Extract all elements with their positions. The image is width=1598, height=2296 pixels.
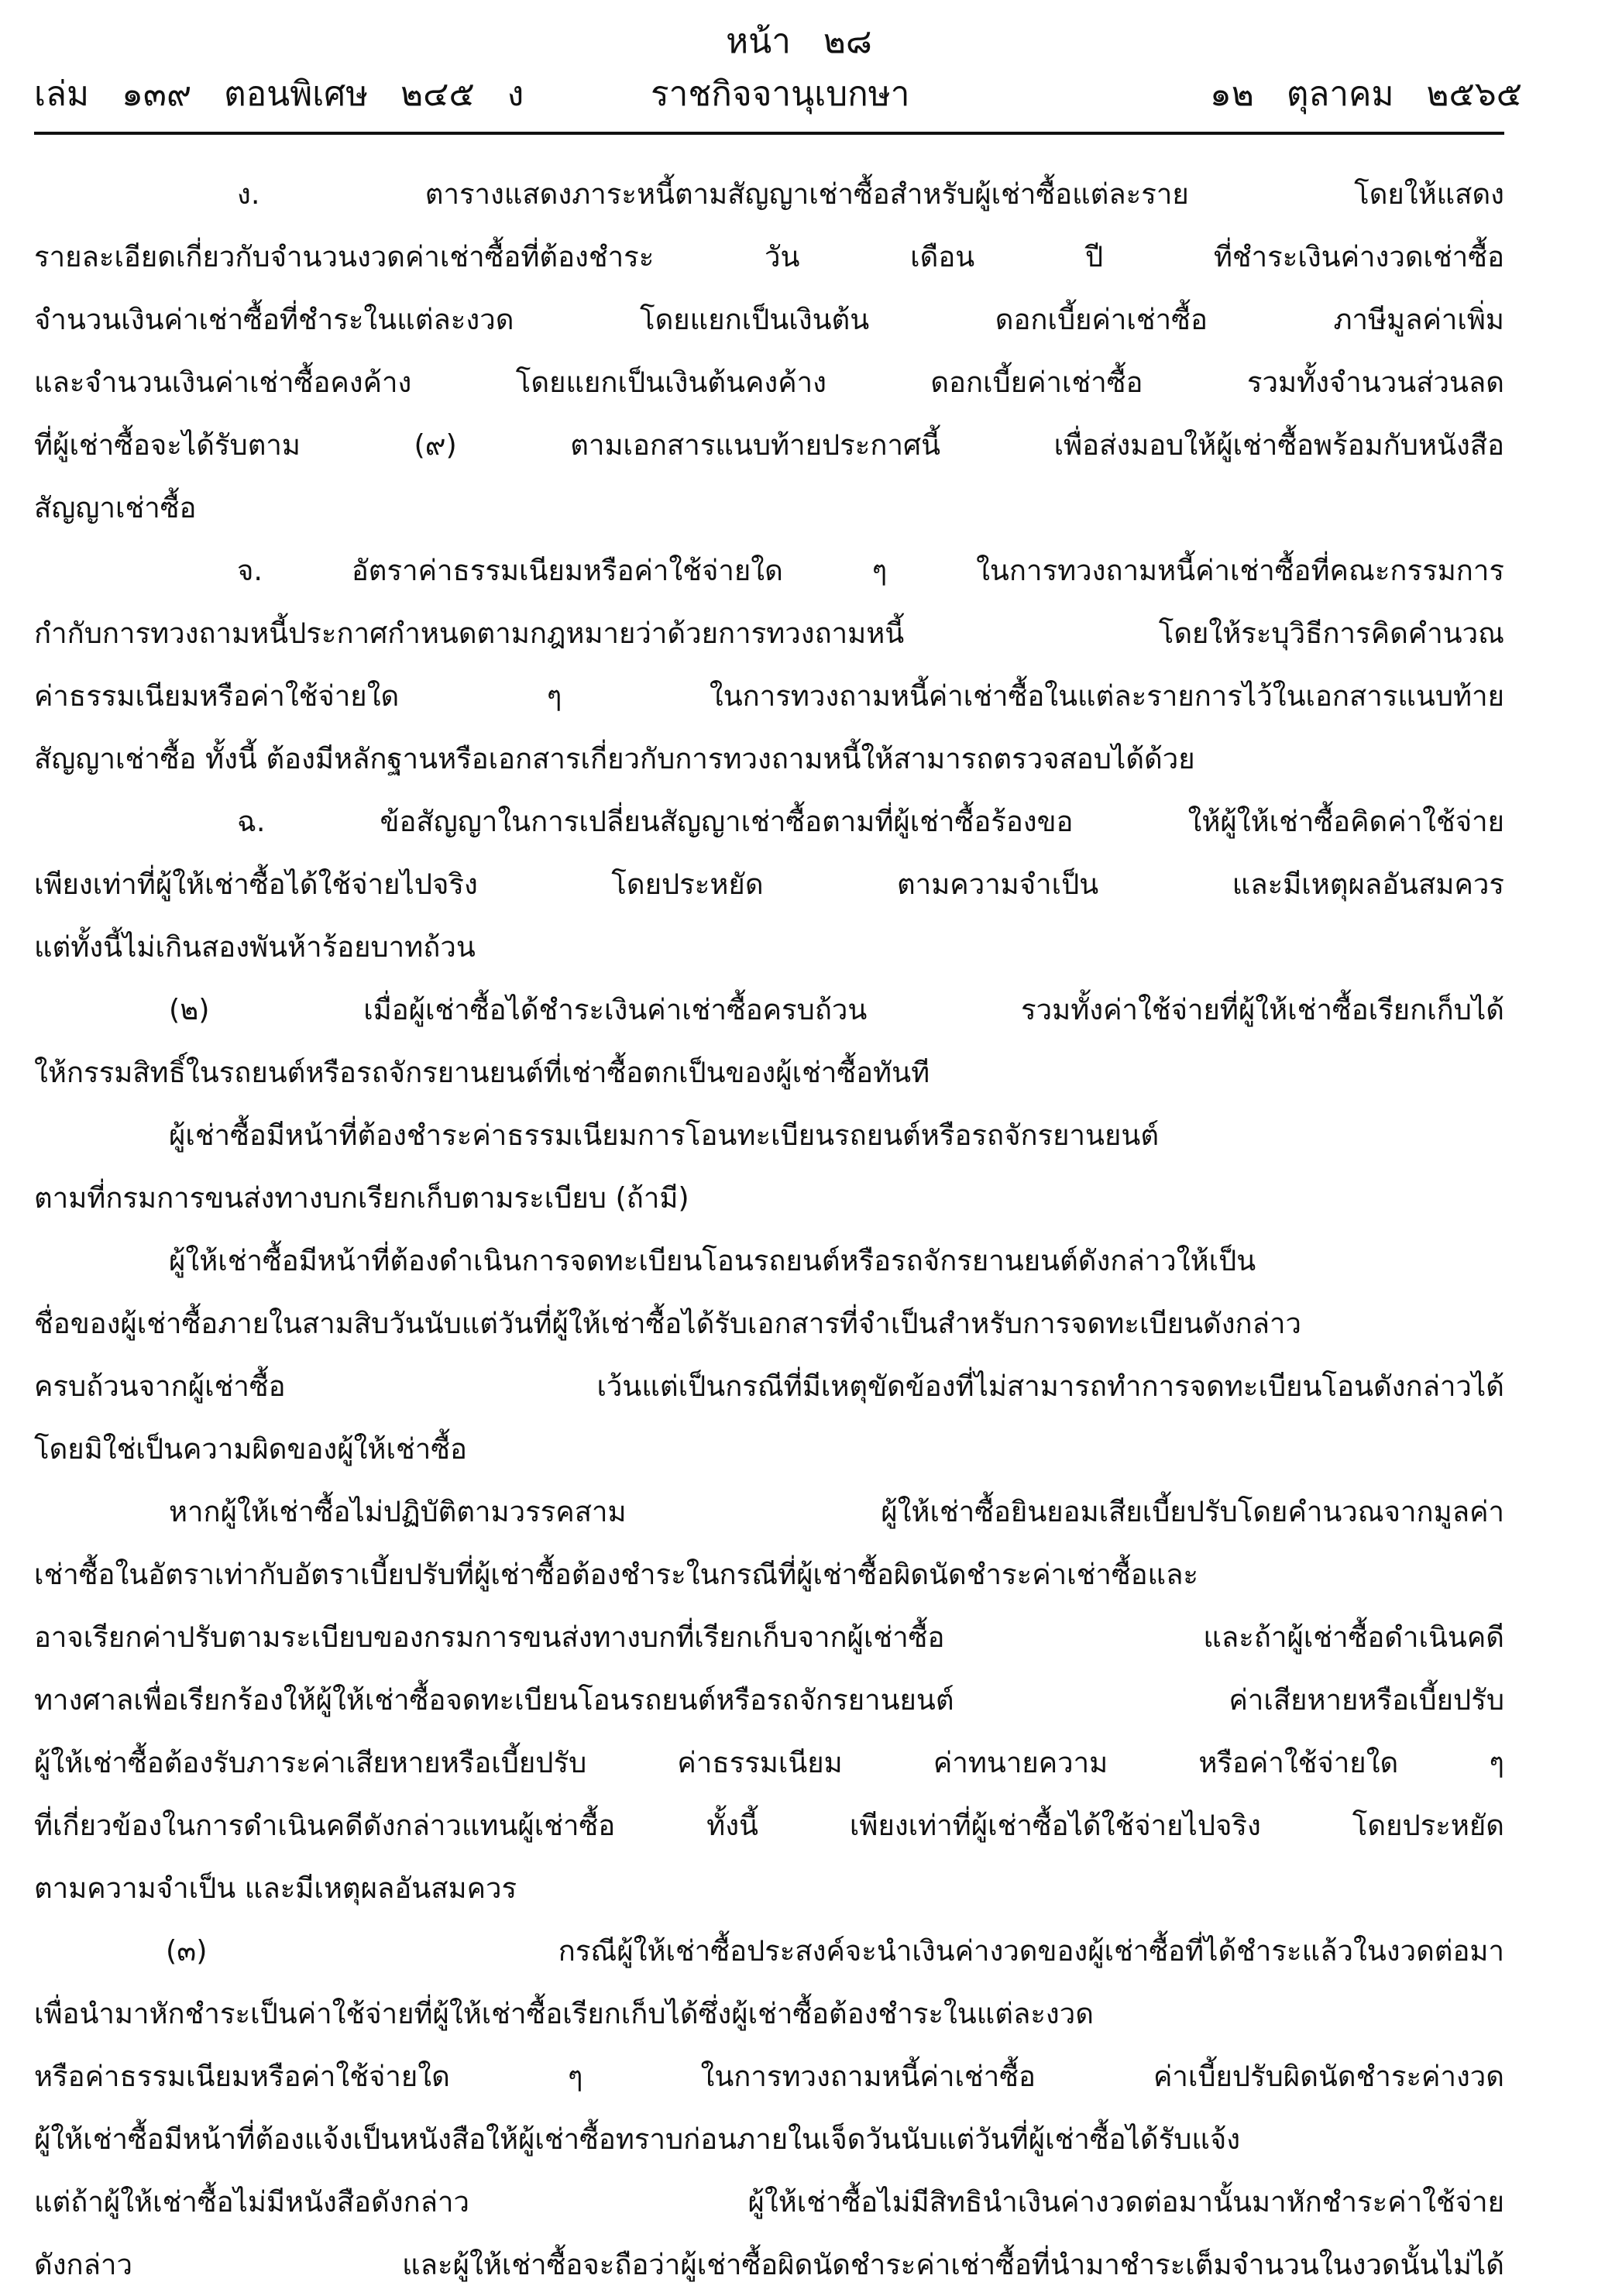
text-line: ตามความจำเป็น และมีเหตุผลอันสมควร — [34, 1872, 517, 1905]
text-line: ผู้ให้เช่าซื้อมีหน้าที่ต้องแจ้งเป็นหนังสือให้ผู้เช่าซื้อทราบก่อนภายในเจ็ดวันนับแต่วันที่ผู้เช่าซื้อได้รับแจ้ง — [34, 2122, 1241, 2156]
publication-title: ราชกิจจานุเบกษา — [651, 74, 910, 114]
text-line: (๓) กรณีผู้ให้เช่าซื้อประสงค์จะนำเงินค่างวดของผู้เช่าซื้อที่ได้ชำระแล้วในงวดต่อมา — [166, 1934, 1504, 1968]
text-line: สัญญาเช่าซื้อ ทั้งนี้ ต้องมีหลักฐานหรือเอกสารเกี่ยวกับการทวงถามหนี้ให้สามารถตรวจสอบได้ด้วย — [34, 742, 1195, 775]
text-line: อาจเรียกค่าปรับตามระเบียบของกรมการขนส่งทางบกที่เรียกเก็บจากผู้เช่าซื้อ และถ้าผู้เช่าซื้อดำเนินคดี — [34, 1621, 1504, 1654]
text-line: ครบถ้วนจากผู้เช่าซื้อ เว้นแต่เป็นกรณีที่มีเหตุขัดข้องที่ไม่สามารถทำการจดทะเบียนโอนดังกล่าวได้ — [34, 1370, 1504, 1403]
text-line: จ. อัตราค่าธรรมเนียมหรือค่าใช้จ่ายใด ๆ ในการทวงถามหนี้ค่าเช่าซื้อที่คณะกรรมการ — [237, 554, 1504, 587]
text-line: (๒) เมื่อผู้เช่าซื้อได้ชำระเงินค่าเช่าซื้อครบถ้วน รวมทั้งค่าใช้จ่ายที่ผู้ให้เช่าซื้อเรียกเก็บได้ — [169, 993, 1504, 1026]
text-line: ตามที่กรมการขนส่งทางบกเรียกเก็บตามระเบียบ (ถ้ามี) — [34, 1181, 689, 1215]
text-line: ชื่อของผู้เช่าซื้อภายในสามสิบวันนับแต่วันที่ผู้ให้เช่าซื้อได้รับเอกสารที่จำเป็นสำหรับการจดทะเบียนดังกล่าว — [34, 1307, 1301, 1340]
text-line: เพื่อนำมาหักชำระเป็นค่าใช้จ่ายที่ผู้ให้เช่าซื้อเรียกเก็บได้ซึ่งผู้เช่าซื้อต้องชำระในแต่ละงวด — [34, 1997, 1094, 2030]
text-line: เช่าซื้อในอัตราเท่ากับอัตราเบี้ยปรับที่ผู้เช่าซื้อต้องชำระในกรณีที่ผู้เช่าซื้อผิดนัดชำระค่าเช่าซื้อและ — [34, 1558, 1199, 1591]
text-line: ที่เกี่ยวข้องในการดำเนินคดีดังกล่าวแทนผู้เช่าซื้อ ทั้งนี้ เพียงเท่าที่ผู้เช่าซื้อได้ใช้จ่ายไปจริง โดยประหยัด — [34, 1809, 1504, 1842]
text-line: โดยมิใช่เป็นความผิดของผู้ให้เช่าซื้อ — [34, 1432, 467, 1466]
text-line: เพียงเท่าที่ผู้ให้เช่าซื้อได้ใช้จ่ายไปจริง โดยประหยัด ตามความจำเป็น และมีเหตุผลอันสมควร — [34, 868, 1504, 901]
page-number: หน้า ๒๘ — [726, 22, 872, 61]
volume-issue: เล่ม ๑๓๙ ตอนพิเศษ ๒๔๕ ง — [34, 74, 524, 114]
publication-date: ๑๒ ตุลาคม ๒๕๖๕ — [1209, 74, 1522, 114]
text-line: จำนวนเงินค่าเช่าซื้อที่ชำระในแต่ละงวด โดยแยกเป็นเงินต้น ดอกเบี้ยค่าเช่าซื้อ ภาษีมูลค่าเพิ่ม — [34, 303, 1504, 336]
text-line: ผู้เช่าซื้อมีหน้าที่ต้องชำระค่าธรรมเนียมการโอนทะเบียนรถยนต์หรือรถจักรยานยนต์ — [169, 1119, 1160, 1152]
header-rule — [34, 132, 1504, 135]
text-line: ผู้ให้เช่าซื้อมีหน้าที่ต้องดำเนินการจดทะเบียนโอนรถยนต์หรือรถจักรยานยนต์ดังกล่าวให้เป็น — [169, 1244, 1256, 1277]
text-line: ค่าธรรมเนียมหรือค่าใช้จ่ายใด ๆ ในการทวงถามหนี้ค่าเช่าซื้อในแต่ละรายการไว้ในเอกสารแนบท้าย — [34, 679, 1504, 713]
text-line: ง. ตารางแสดงภาระหนี้ตามสัญญาเช่าซื้อสำหรับผู้เช่าซื้อแต่ละราย โดยให้แสดง — [237, 177, 1504, 211]
text-line: หากผู้ให้เช่าซื้อไม่ปฏิบัติตามวรรคสาม ผู้ให้เช่าซื้อยินยอมเสียเบี้ยปรับโดยคำนวณจากมูลค่า — [169, 1495, 1504, 1528]
text-line: ทางศาลเพื่อเรียกร้องให้ผู้ให้เช่าซื้อจดทะเบียนโอนรถยนต์หรือรถจักรยานยนต์ ค่าเสียหายหรือเบี้ยปรับ — [34, 1683, 1504, 1717]
text-line: ผู้ให้เช่าซื้อต้องรับภาระค่าเสียหายหรือเบี้ยปรับ ค่าธรรมเนียม ค่าทนายความ หรือค่าใช้จ่ายใด ๆ — [34, 1746, 1504, 1779]
text-line: ฉ. ข้อสัญญาในการเปลี่ยนสัญญาเช่าซื้อตามที่ผู้เช่าซื้อร้องขอ ให้ผู้ให้เช่าซื้อคิดค่าใช้จ่าย — [237, 805, 1504, 838]
text-line: และจำนวนเงินค่าเช่าซื้อคงค้าง โดยแยกเป็นเงินต้นคงค้าง ดอกเบี้ยค่าเช่าซื้อ รวมทั้งจำนวนส่วนลด — [34, 366, 1504, 399]
text-line: กำกับการทวงถามหนี้ประกาศกำหนดตามกฎหมายว่าด้วยการทวงถามหนี้ โดยให้ระบุวิธีการคิดคำนวณ — [34, 617, 1504, 650]
text-line: หรือค่าธรรมเนียมหรือค่าใช้จ่ายใด ๆ ในการทวงถามหนี้ค่าเช่าซื้อ ค่าเบี้ยปรับผิดนัดชำระค่างวด — [34, 2060, 1504, 2093]
text-line: ดังกล่าว และผู้ให้เช่าซื้อจะถือว่าผู้เช่าซื้อผิดนัดชำระค่าเช่าซื้อที่นำมาชำระเต็มจำนวนในงวดนั้นไม่ได้ — [34, 2248, 1504, 2281]
text-line: สัญญาเช่าซื้อ — [34, 491, 197, 524]
text-line: ให้กรรมสิทธิ์ในรถยนต์หรือรถจักรยานยนต์ที่เช่าซื้อตกเป็นของผู้เช่าซื้อทันที — [34, 1056, 930, 1089]
text-line: รายละเอียดเกี่ยวกับจำนวนงวดค่าเช่าซื้อที่ต้องชำระ วัน เดือน ปี ที่ชำระเงินค่างวดเช่าซื้อ — [34, 240, 1504, 273]
text-line: ที่ผู้เช่าซื้อจะได้รับตาม (๙) ตามเอกสารแนบท้ายประกาศนี้ เพื่อส่งมอบให้ผู้เช่าซื้อพร้อมกับหนังสือ — [34, 428, 1504, 462]
document-body — [34, 163, 1504, 2296]
text-line: แต่ถ้าผู้ให้เช่าซื้อไม่มีหนังสือดังกล่าว ผู้ให้เช่าซื้อไม่มีสิทธินำเงินค่างวดต่อมานั้นมาหักชำระค่าใช้จ่าย — [34, 2185, 1504, 2219]
text-line: แต่ทั้งนี้ไม่เกินสองพันห้าร้อยบาทถ้วน — [34, 930, 476, 964]
